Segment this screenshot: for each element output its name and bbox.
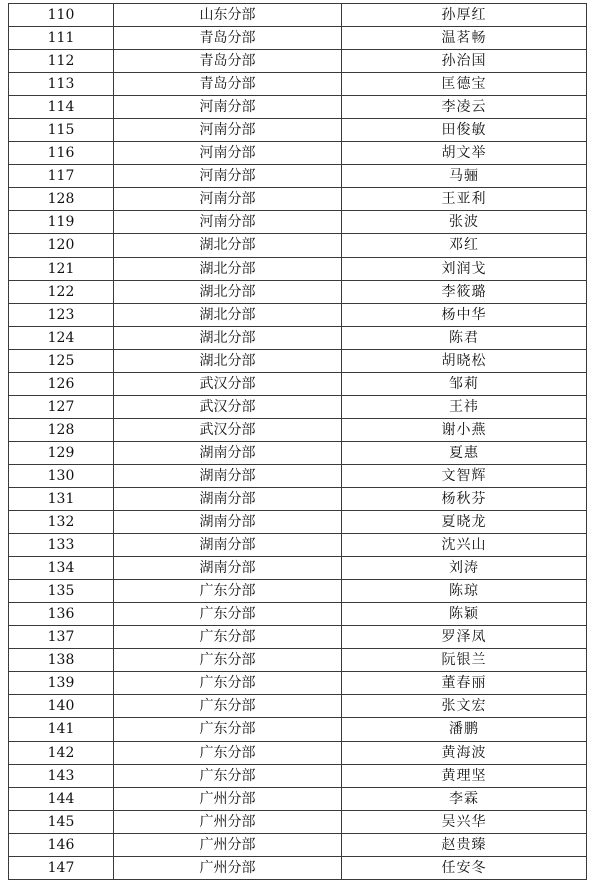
person-name-cell: 胡文举 — [342, 142, 587, 165]
branch-cell: 湖南分部 — [114, 511, 342, 534]
row-number-cell: 124 — [9, 326, 114, 349]
row-number-cell: 138 — [9, 649, 114, 672]
branch-cell: 湖南分部 — [114, 464, 342, 487]
person-name-cell: 匡德宝 — [342, 73, 587, 96]
row-number-cell: 135 — [9, 580, 114, 603]
branch-cell: 广州分部 — [114, 833, 342, 856]
person-name-cell: 王亚利 — [342, 188, 587, 211]
branch-cell: 武汉分部 — [114, 395, 342, 418]
row-number-cell: 120 — [9, 234, 114, 257]
branch-cell: 湖南分部 — [114, 487, 342, 510]
table-row — [9, 326, 587, 349]
person-name-cell: 孙治国 — [342, 50, 587, 73]
row-number-cell: 145 — [9, 810, 114, 833]
branch-cell: 湖北分部 — [114, 257, 342, 280]
row-number-cell: 136 — [9, 603, 114, 626]
person-name-cell: 刘涛 — [342, 557, 587, 580]
row-number-cell: 130 — [9, 464, 114, 487]
person-name-cell: 李筱璐 — [342, 280, 587, 303]
row-number-cell: 123 — [9, 303, 114, 326]
person-name-cell: 胡晓松 — [342, 349, 587, 372]
table-row — [9, 718, 587, 741]
row-number-cell: 126 — [9, 372, 114, 395]
branch-cell: 广东分部 — [114, 718, 342, 741]
table-row — [9, 349, 587, 372]
branch-cell: 青岛分部 — [114, 73, 342, 96]
row-number-cell: 142 — [9, 741, 114, 764]
branch-cell: 广东分部 — [114, 626, 342, 649]
branch-cell: 河南分部 — [114, 165, 342, 188]
branch-cell: 广东分部 — [114, 672, 342, 695]
person-name-cell: 王祎 — [342, 395, 587, 418]
row-number-cell: 133 — [9, 534, 114, 557]
row-number-cell: 115 — [9, 119, 114, 142]
roster-table — [8, 3, 587, 880]
person-name-cell: 陈颖 — [342, 603, 587, 626]
table-row — [9, 211, 587, 234]
table-row — [9, 441, 587, 464]
branch-cell: 河南分部 — [114, 96, 342, 119]
person-name-cell: 阮银兰 — [342, 649, 587, 672]
table-row — [9, 257, 587, 280]
table-row — [9, 96, 587, 119]
table-row — [9, 833, 587, 856]
table-row — [9, 27, 587, 50]
person-name-cell: 罗泽凤 — [342, 626, 587, 649]
row-number-cell: 147 — [9, 856, 114, 879]
table-row — [9, 741, 587, 764]
person-name-cell: 文智辉 — [342, 464, 587, 487]
person-name-cell: 田俊敏 — [342, 119, 587, 142]
row-number-cell: 131 — [9, 487, 114, 510]
person-name-cell: 温茗畅 — [342, 27, 587, 50]
row-number-cell: 139 — [9, 672, 114, 695]
table-row — [9, 695, 587, 718]
table-row — [9, 372, 587, 395]
person-name-cell: 李凌云 — [342, 96, 587, 119]
person-name-cell: 邹莉 — [342, 372, 587, 395]
branch-cell: 河南分部 — [114, 211, 342, 234]
table-row — [9, 50, 587, 73]
branch-cell: 湖南分部 — [114, 441, 342, 464]
table-row — [9, 856, 587, 879]
row-number-cell: 119 — [9, 211, 114, 234]
branch-cell: 湖南分部 — [114, 534, 342, 557]
table-row — [9, 511, 587, 534]
row-number-cell: 129 — [9, 441, 114, 464]
person-name-cell: 沈兴山 — [342, 534, 587, 557]
table-row — [9, 649, 587, 672]
roster-table-body — [9, 4, 587, 880]
branch-cell: 广东分部 — [114, 580, 342, 603]
row-number-cell: 137 — [9, 626, 114, 649]
table-row — [9, 487, 587, 510]
table-row — [9, 534, 587, 557]
row-number-cell: 117 — [9, 165, 114, 188]
branch-cell: 湖南分部 — [114, 557, 342, 580]
person-name-cell: 任安冬 — [342, 856, 587, 879]
person-name-cell: 张波 — [342, 211, 587, 234]
branch-cell: 广州分部 — [114, 810, 342, 833]
row-number-cell: 132 — [9, 511, 114, 534]
table-row — [9, 234, 587, 257]
row-number-cell: 146 — [9, 833, 114, 856]
branch-cell: 广东分部 — [114, 603, 342, 626]
person-name-cell: 赵贵臻 — [342, 833, 587, 856]
table-row — [9, 672, 587, 695]
branch-cell: 广东分部 — [114, 649, 342, 672]
table-row — [9, 557, 587, 580]
person-name-cell: 马骊 — [342, 165, 587, 188]
branch-cell: 广东分部 — [114, 764, 342, 787]
person-name-cell: 李霖 — [342, 787, 587, 810]
branch-cell: 武汉分部 — [114, 372, 342, 395]
person-name-cell: 陈君 — [342, 326, 587, 349]
table-row — [9, 280, 587, 303]
person-name-cell: 潘鹏 — [342, 718, 587, 741]
row-number-cell: 127 — [9, 395, 114, 418]
table-row — [9, 626, 587, 649]
row-number-cell: 122 — [9, 280, 114, 303]
branch-cell: 湖北分部 — [114, 234, 342, 257]
row-number-cell: 143 — [9, 764, 114, 787]
person-name-cell: 吴兴华 — [342, 810, 587, 833]
branch-cell: 河南分部 — [114, 142, 342, 165]
row-number-cell: 121 — [9, 257, 114, 280]
person-name-cell: 黄海波 — [342, 741, 587, 764]
person-name-cell: 夏惠 — [342, 441, 587, 464]
table-row — [9, 165, 587, 188]
row-number-cell: 141 — [9, 718, 114, 741]
row-number-cell: 128 — [9, 188, 114, 211]
person-name-cell: 孙厚红 — [342, 4, 587, 27]
table-row — [9, 580, 587, 603]
row-number-cell: 111 — [9, 27, 114, 50]
table-row — [9, 418, 587, 441]
person-name-cell: 邓红 — [342, 234, 587, 257]
person-name-cell: 董春丽 — [342, 672, 587, 695]
row-number-cell: 140 — [9, 695, 114, 718]
table-row — [9, 142, 587, 165]
table-row — [9, 787, 587, 810]
table-row — [9, 464, 587, 487]
person-name-cell: 杨中华 — [342, 303, 587, 326]
branch-cell: 河南分部 — [114, 119, 342, 142]
person-name-cell: 陈琼 — [342, 580, 587, 603]
branch-cell: 湖北分部 — [114, 326, 342, 349]
table-row — [9, 603, 587, 626]
person-name-cell: 杨秋芬 — [342, 487, 587, 510]
table-row — [9, 764, 587, 787]
table-row — [9, 395, 587, 418]
row-number-cell: 128 — [9, 418, 114, 441]
row-number-cell: 110 — [9, 4, 114, 27]
row-number-cell: 125 — [9, 349, 114, 372]
row-number-cell: 144 — [9, 787, 114, 810]
branch-cell: 广东分部 — [114, 695, 342, 718]
table-row — [9, 303, 587, 326]
row-number-cell: 112 — [9, 50, 114, 73]
branch-cell: 青岛分部 — [114, 27, 342, 50]
branch-cell: 湖北分部 — [114, 303, 342, 326]
branch-cell: 湖北分部 — [114, 280, 342, 303]
branch-cell: 青岛分部 — [114, 50, 342, 73]
row-number-cell: 114 — [9, 96, 114, 119]
row-number-cell: 113 — [9, 73, 114, 96]
table-row — [9, 119, 587, 142]
table-row — [9, 4, 587, 27]
branch-cell: 广州分部 — [114, 787, 342, 810]
branch-cell: 广东分部 — [114, 741, 342, 764]
branch-cell: 湖北分部 — [114, 349, 342, 372]
person-name-cell: 刘润戈 — [342, 257, 587, 280]
row-number-cell: 116 — [9, 142, 114, 165]
branch-cell: 武汉分部 — [114, 418, 342, 441]
person-name-cell: 黄理坚 — [342, 764, 587, 787]
table-row — [9, 73, 587, 96]
person-name-cell: 张文宏 — [342, 695, 587, 718]
row-number-cell: 134 — [9, 557, 114, 580]
branch-cell: 河南分部 — [114, 188, 342, 211]
person-name-cell: 谢小燕 — [342, 418, 587, 441]
table-row — [9, 188, 587, 211]
branch-cell: 广州分部 — [114, 856, 342, 879]
branch-cell: 山东分部 — [114, 4, 342, 27]
table-row — [9, 810, 587, 833]
person-name-cell: 夏晓龙 — [342, 511, 587, 534]
